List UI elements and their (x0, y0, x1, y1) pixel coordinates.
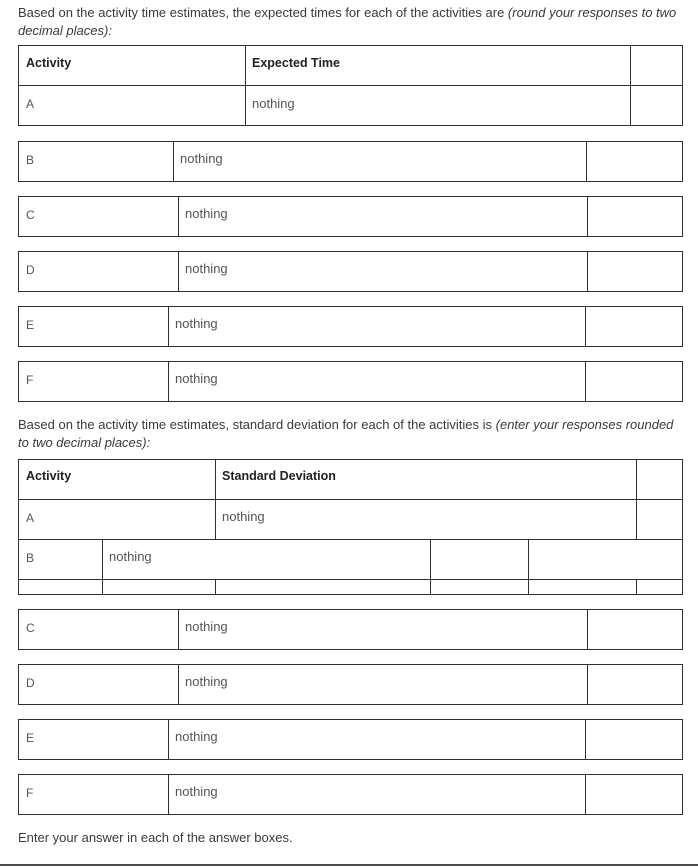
std-dev-answer-b[interactable]: nothing (109, 549, 152, 564)
std-dev-activity-label-f: F (26, 786, 34, 800)
std-dev-row-e (18, 719, 683, 760)
std-dev-row-c (18, 609, 683, 650)
std-dev-row-a (18, 499, 683, 540)
std-dev-answer-d[interactable]: nothing (185, 674, 228, 689)
expected-time-answer-b[interactable]: nothing (180, 151, 223, 166)
expected-time-answer-c[interactable]: nothing (185, 206, 228, 221)
std-dev-row-f (18, 774, 683, 815)
std-dev-answer-c[interactable]: nothing (185, 619, 228, 634)
expected-time-row-e (18, 306, 683, 347)
section1-intro-hint: (round your responses to two decimal places): (18, 5, 677, 38)
std-dev-activity-label-c: C (26, 621, 35, 635)
activity-label-a: A (26, 97, 35, 111)
expected-time-column-header: Expected Time (252, 56, 341, 70)
bottom-divider (0, 864, 698, 866)
expected-time-row-c (18, 196, 683, 237)
expected-time-answer-a[interactable]: nothing (252, 96, 295, 111)
std-dev-activity-label-b: B (26, 551, 35, 565)
expected-time-header-row (18, 45, 683, 86)
activity-column-header: Activity (26, 56, 72, 70)
expected-time-answer-e[interactable]: nothing (175, 316, 218, 331)
std-dev-row-d (18, 664, 683, 705)
activity-label-f: F (26, 373, 34, 387)
expected-time-row-a (18, 85, 683, 126)
section2-intro: Based on the activity time estimates, standard deviation for each of the activities is (18, 417, 496, 432)
std-dev-spacer-row (18, 579, 683, 595)
std-dev-answer-e[interactable]: nothing (175, 729, 218, 744)
activity-column-header-2: Activity (26, 469, 72, 483)
expected-time-answer-f[interactable]: nothing (175, 371, 218, 386)
section2-intro-hint: (enter your responses rounded to two decimal places): (18, 417, 674, 450)
std-dev-answer-a[interactable]: nothing (222, 509, 265, 524)
section1-instructions (18, 4, 686, 40)
section2-instructions (18, 416, 686, 452)
std-dev-activity-label-a: A (26, 511, 35, 525)
std-dev-activity-label-d: D (26, 676, 35, 690)
footer-note: Enter your answer in each of the answer boxes. (18, 830, 293, 845)
expected-time-row-b (18, 141, 683, 182)
std-dev-activity-label-e: E (26, 731, 35, 745)
std-dev-row-b (18, 539, 683, 580)
expected-time-answer-d[interactable]: nothing (185, 261, 228, 276)
section1-intro: Based on the activity time estimates, the expected times for each of the activities are (18, 5, 508, 20)
activity-label-b: B (26, 153, 35, 167)
activity-label-e: E (26, 318, 35, 332)
expected-time-row-f (18, 361, 683, 402)
std-dev-header-row (18, 459, 683, 500)
expected-time-row-d (18, 251, 683, 292)
std-dev-column-header: Standard Deviation (222, 469, 336, 483)
std-dev-answer-f[interactable]: nothing (175, 784, 218, 799)
activity-label-c: C (26, 208, 35, 222)
activity-label-d: D (26, 263, 35, 277)
